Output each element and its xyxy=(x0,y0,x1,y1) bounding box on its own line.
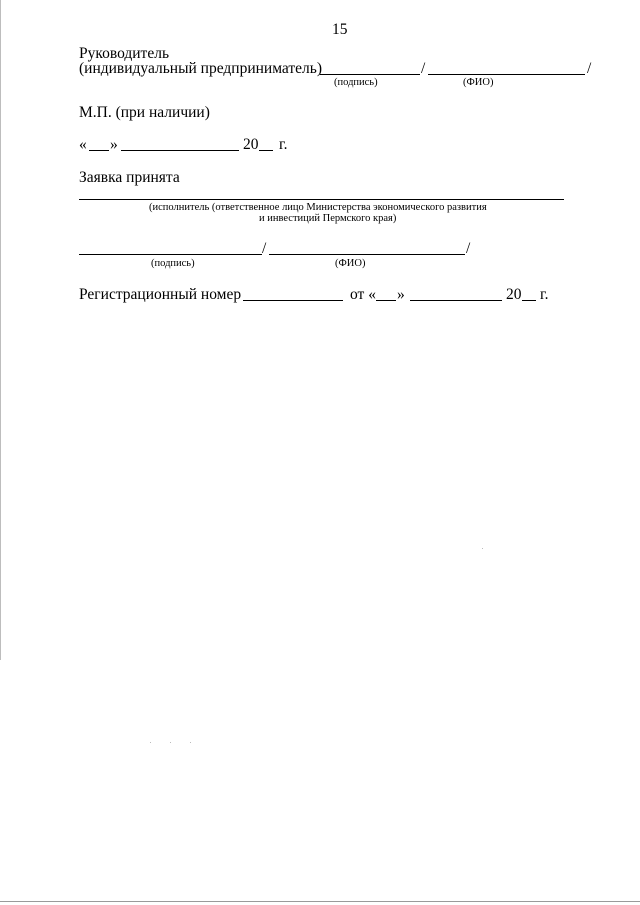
registration-month-line xyxy=(410,300,502,301)
accepted-fio-line xyxy=(269,254,465,255)
registration-from-label: от « xyxy=(350,286,376,303)
scan-bottom-edge xyxy=(0,901,640,902)
executor-caption-line1: (исполнитель (ответственное лицо Министерства экономического развития xyxy=(149,202,487,213)
date-day-line xyxy=(89,150,109,151)
executor-caption-line2: и инвестиций Пермского края) xyxy=(259,213,397,224)
accepted-signature-line xyxy=(79,254,262,255)
registration-year-suffix: г. xyxy=(540,286,549,303)
head-title-line1: Руководитель xyxy=(79,45,170,62)
scan-speck xyxy=(190,742,191,743)
registration-label: Регистрационный номер xyxy=(79,286,242,303)
date-close-quote: » xyxy=(110,136,118,153)
scan-left-edge xyxy=(0,0,1,660)
head-separator-1: / xyxy=(421,60,426,77)
head-caption-signature: (подпись) xyxy=(334,77,378,88)
date-year-suffix: г. xyxy=(279,136,288,153)
date-month-line xyxy=(121,150,239,151)
registration-year-prefix: 20 xyxy=(506,286,522,303)
executor-line xyxy=(79,199,564,200)
registration-day-line xyxy=(376,300,396,301)
scan-speck xyxy=(482,548,483,549)
date-year-prefix: 20 xyxy=(243,136,259,153)
registration-close-quote: » xyxy=(397,286,405,303)
registration-year-line xyxy=(522,300,536,301)
page-number: 15 xyxy=(332,21,348,38)
scan-speck xyxy=(170,742,171,743)
head-signature-line xyxy=(320,74,420,75)
accepted-separator-1: / xyxy=(262,240,267,257)
accepted-caption-fio: (ФИО) xyxy=(335,258,366,269)
date-year-line xyxy=(259,150,273,151)
registration-number-line xyxy=(243,300,343,301)
scan-speck xyxy=(150,742,151,743)
date-open-quote: « xyxy=(79,136,87,153)
head-caption-fio: (ФИО) xyxy=(463,77,494,88)
accepted-caption-signature: (подпись) xyxy=(151,258,195,269)
head-fio-line xyxy=(428,74,585,75)
head-separator-2: / xyxy=(587,60,592,77)
head-title-line2: (индивидуальный предприниматель) xyxy=(79,60,323,77)
accepted-title: Заявка принята xyxy=(79,169,180,186)
accepted-separator-2: / xyxy=(466,240,471,257)
seal-label: М.П. (при наличии) xyxy=(79,104,210,121)
